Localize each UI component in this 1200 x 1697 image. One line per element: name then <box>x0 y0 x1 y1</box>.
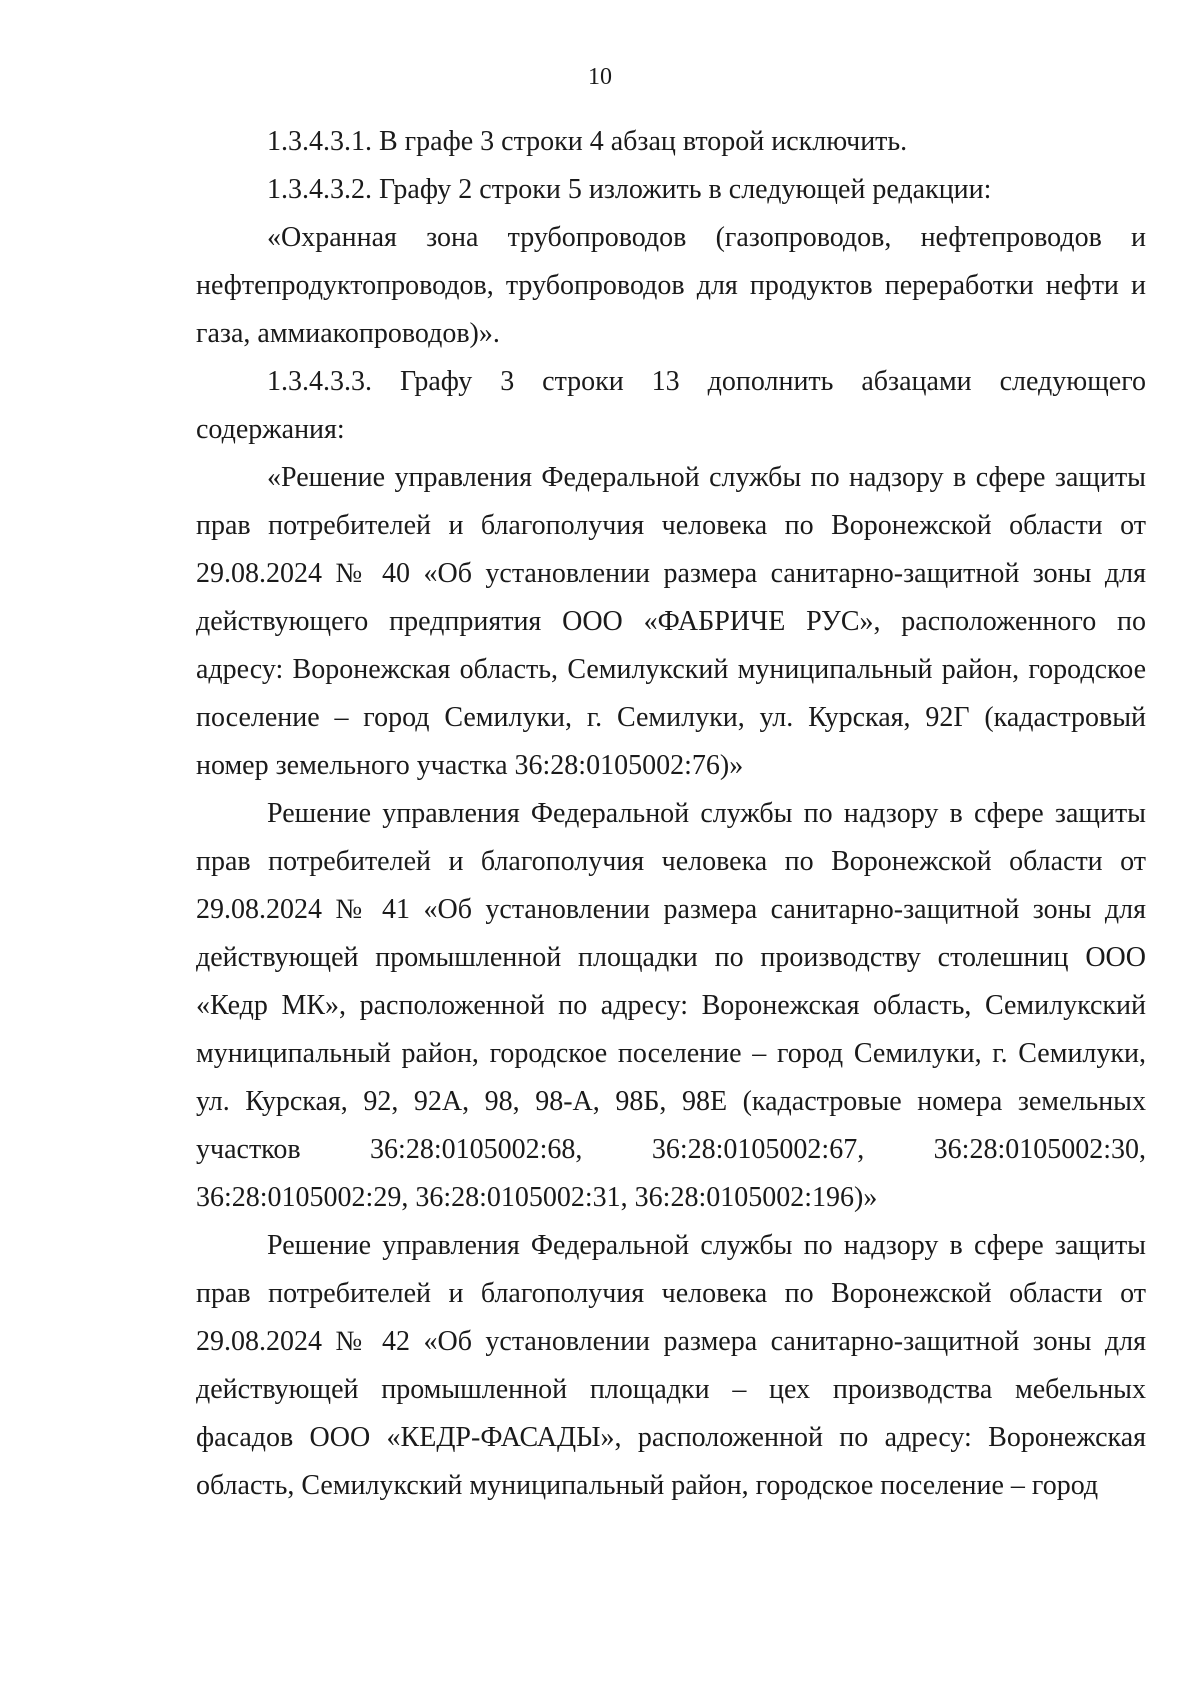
paragraph-decision-42: Решение управления Федеральной службы по надзору в сфере защиты прав потребителей и благополучия человека по Воронежской области от 29.08.2024 № 42 «Об установлении размера санитарно-защитной зоны для действующей промышленной площадки – цех производства мебельных фасадов ООО «КЕДР-ФАСАДЫ», расположенной по адресу: Воронежская область, Семилукский муниципальный район, городское поселение – город <box>196 1230 1146 1501</box>
paragraph-decision-41: Решение управления Федеральной службы по надзору в сфере защиты прав потребителей и благополучия человека по Воронежской области от 29.08.2024 № 41 «Об установлении размера санитарно-защитной зоны для действующей промышленной площадки по производству столешниц ООО «Кедр МК», расположенной по адресу: Воронежская область, Семилукский муниципальный район, городское поселение – город Семилуки, г. Семилуки, ул. Курская, 92, 92А, 98, 98-А, 98Б, 98Е (кадастровые номера земельных участков 36:28:0105002:68, 36:28:0105002:67, 36:28:0105002:30, 36:28:0105002:29, 36:28:0105002:31, 36:28:0105002:196)» <box>196 798 1146 1213</box>
document-body <box>196 118 1146 1510</box>
paragraph-1-3-4-3-2: 1.3.4.3.2. Графу 2 строки 5 изложить в следующей редакции: <box>267 174 992 205</box>
paragraph-decision-40: «Решение управления Федеральной службы по надзору в сфере защиты прав потребителей и благополучия человека по Воронежской области от 29.08.2024 № 40 «Об установлении размера санитарно-защитной зоны для действующего предприятия ООО «ФАБРИЧЕ РУС», расположенного по адресу: Воронежская область, Семилукский муниципальный район, городское поселение – город Семилуки, г. Семилуки, ул. Курская, 92Г (кадастровый номер земельного участка 36:28:0105002:76)» <box>196 462 1146 781</box>
paragraph-1-3-4-3-1: 1.3.4.3.1. В графе 3 строки 4 абзац второй исключить. <box>267 126 908 157</box>
paragraph-1-3-4-3-3: 1.3.4.3.3. Графу 3 строки 13 дополнить абзацами следующего содержания: <box>196 366 1146 445</box>
paragraph-pipeline-protection-zone: «Охранная зона трубопроводов (газопроводов, нефтепроводов и нефтепродуктопроводов, трубопроводов для продуктов переработки нефти и газа, аммиакопроводов)». <box>196 222 1146 349</box>
page-number: 10 <box>588 64 612 90</box>
